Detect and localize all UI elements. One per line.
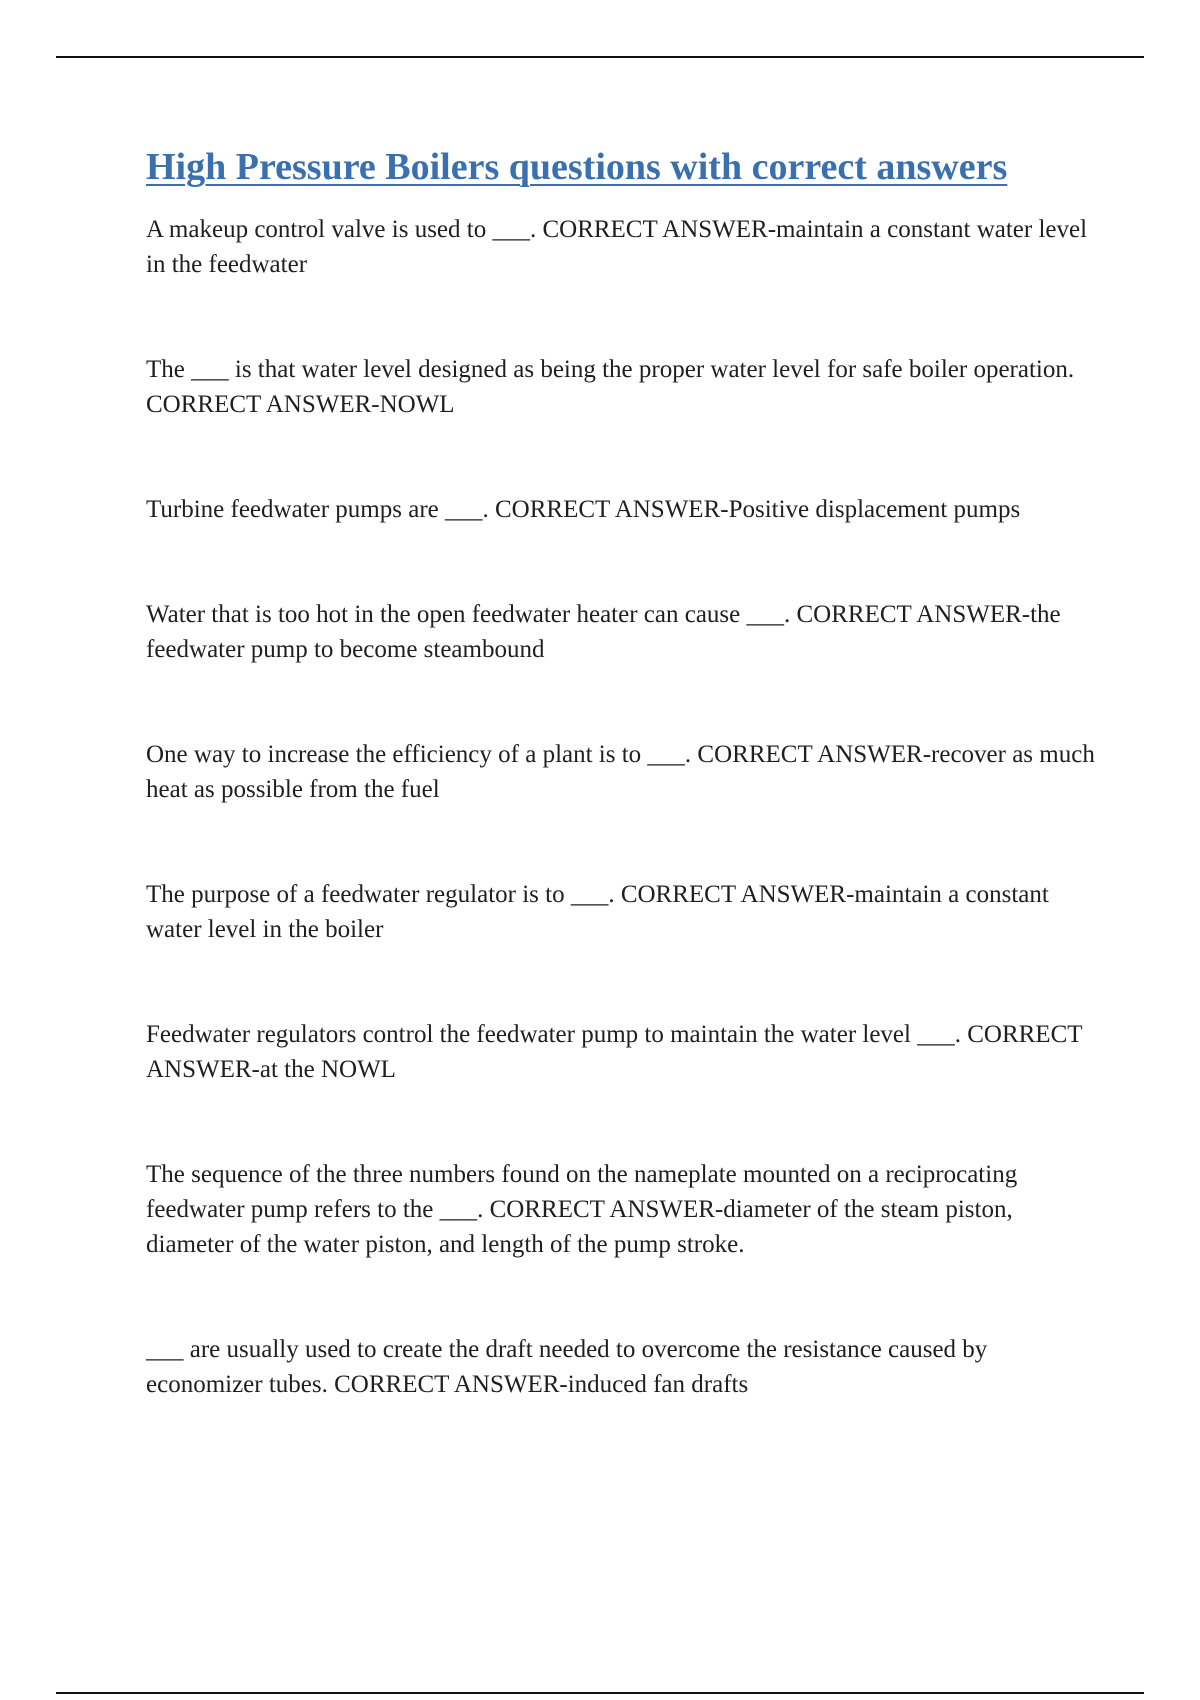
qa-item: The ___ is that water level designed as being the proper water level for safe boiler operation. CORRECT ANSWER-NOWL [146,356,1075,418]
qa-item: One way to increase the efficiency of a plant is to ___. CORRECT ANSWER-recover as much heat as possible from the fuel [146,741,1095,803]
qa-item: ___ are usually used to create the draft needed to overcome the resistance caused by economizer tubes. CORRECT ANSWER-induced fan drafts [146,1336,988,1398]
footer-rule [56,1692,1144,1694]
qa-item: A makeup control valve is used to ___. CORRECT ANSWER-maintain a constant water level in the feedwater [146,216,1088,278]
document-body [146,142,1096,1472]
qa-item: The purpose of a feedwater regulator is to ___. CORRECT ANSWER-maintain a constant water level in the boiler [146,881,1049,943]
qa-list [146,212,1096,1402]
header-rule [56,56,1144,58]
qa-item: Turbine feedwater pumps are ___. CORRECT ANSWER-Positive displacement pumps [146,496,1021,523]
document-title: High Pressure Boilers questions with correct answers [146,146,1008,188]
qa-item: Feedwater regulators control the feedwater pump to maintain the water level ___. CORRECT ANSWER-at the NOWL [146,1021,1083,1083]
qa-item: The sequence of the three numbers found on the nameplate mounted on a reciprocating feedwater pump refers to the ___. CORRECT ANSWER-diameter of the steam piston, diameter of the water piston, and length of the pump stroke. [146,1161,1018,1258]
qa-item: Water that is too hot in the open feedwater heater can cause ___. CORRECT ANSWER-the feedwater pump to become steambound [146,601,1061,663]
